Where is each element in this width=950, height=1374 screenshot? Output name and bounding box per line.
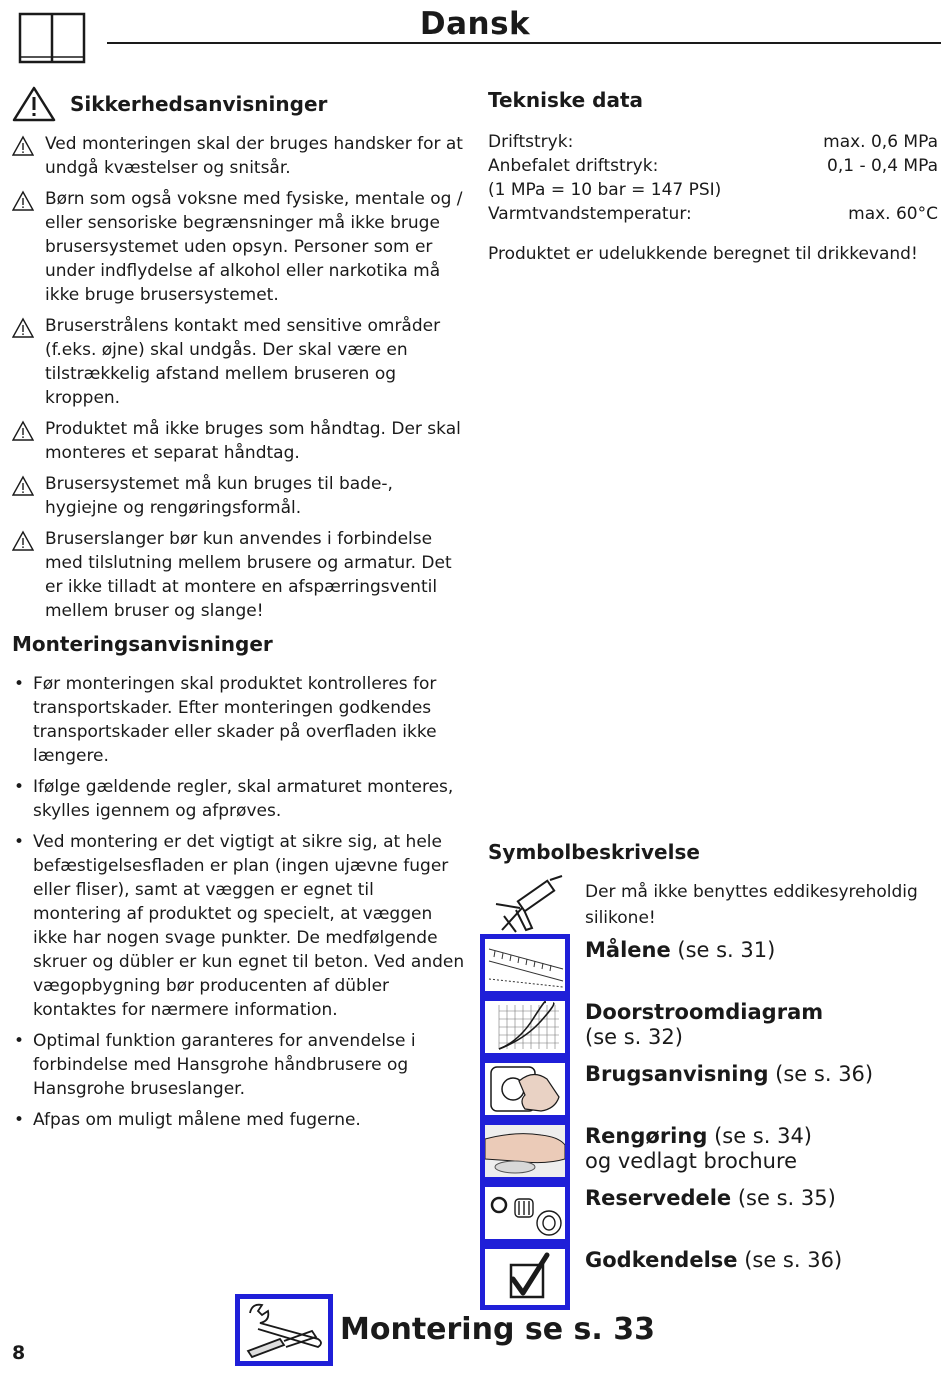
safety-item-text: Bruserstrålens kontakt med sensitive områder (f.eks. øjne) skal undgås. Der skal være en tilstrækkelig afstand mellem bruseren og kroppen. xyxy=(45,316,441,408)
tech-section xyxy=(488,86,938,266)
tech-label: Anbefalet driftstryk: xyxy=(488,156,659,176)
symbol-ref: (se s. 36) xyxy=(744,1248,843,1272)
mounting-item-text: Ved montering er det vigtigt at sikre sig, at hele befæstigelsesfladen er plan (ingen ujævne fuger eller fliser), samt at væggen er egnet til montering af produktet og specielt, at væggen ikke har nogen svage punkter. De medfølgende skruer og dübler er kun egnet til beton. Ved anden vægopbygning bør producenten af dübler kontaktes for nærmere information. xyxy=(33,832,465,1020)
list-item xyxy=(12,1029,467,1101)
symbol-text xyxy=(585,938,935,963)
list-item xyxy=(12,672,467,768)
symbol-name: Godkendelse xyxy=(585,1248,738,1272)
page-number: 8 xyxy=(12,1342,26,1364)
tech-row xyxy=(488,178,938,202)
list-item xyxy=(12,314,467,410)
dimensions-icon xyxy=(480,934,570,996)
cleaning-icon xyxy=(480,1120,570,1182)
symbol-name: Brugsanvisning xyxy=(585,1062,769,1086)
tools-icon xyxy=(235,1294,333,1366)
silicone-note: Der må ikke benyttes eddikesyreholdig silikone! xyxy=(585,882,918,928)
symbol-text xyxy=(585,1186,935,1211)
bullet-icon: • xyxy=(14,1031,25,1051)
bullet-icon: • xyxy=(14,674,25,694)
symbol-name: Doorstroomdiagram xyxy=(585,1000,824,1024)
header-rule xyxy=(107,42,941,44)
bullet-icon: • xyxy=(14,777,25,797)
symbol-row-cleaning xyxy=(480,1120,940,1182)
left-column xyxy=(12,86,467,1139)
symbol-ref: (se s. 31) xyxy=(677,938,776,962)
spare-parts-icon xyxy=(480,1182,570,1244)
tech-value: max. 60°C xyxy=(848,204,938,224)
bullet-icon: • xyxy=(14,832,25,852)
mounting-item-text: Afpas om muligt målene med fugerne. xyxy=(33,1110,361,1130)
tech-label: (1 MPa = 10 bar = 147 PSI) xyxy=(488,180,722,200)
list-item xyxy=(12,132,467,180)
silicone-gun-icon xyxy=(486,874,570,936)
safety-item-text: Brusersystemet må kun bruges til bade-, hygiejne og rengøringsformål. xyxy=(45,474,393,518)
warning-icon xyxy=(12,135,34,157)
mounting-title: Monteringsanvisninger xyxy=(12,632,273,656)
mounting-list xyxy=(12,672,467,1132)
flow-diagram-icon xyxy=(480,996,570,1058)
symbol-row-operation xyxy=(480,1058,940,1120)
symbol-ref: (se s. 34) xyxy=(714,1124,812,1148)
symbol-row-dimensions xyxy=(480,934,940,996)
list-item xyxy=(12,187,467,307)
warning-icon xyxy=(12,190,34,212)
bullet-icon: • xyxy=(14,1110,25,1130)
operation-icon xyxy=(480,1058,570,1120)
safety-list xyxy=(12,132,467,623)
symbol-text xyxy=(585,1000,935,1050)
symbol-row-approval xyxy=(480,1244,940,1310)
tech-label: Varmtvandstemperatur: xyxy=(488,204,692,224)
warning-icon xyxy=(12,475,34,497)
symbol-row-silicone xyxy=(480,874,940,936)
symbol-row-flow-diagram xyxy=(480,996,940,1058)
tech-note: Produktet er udelukkende beregnet til drikkevand! xyxy=(488,244,918,264)
symbol-name: Rengøring xyxy=(585,1124,708,1148)
symbol-text xyxy=(585,1248,935,1273)
tech-value: 0,1 - 0,4 MPa xyxy=(827,156,938,176)
symbol-name: Reservedele xyxy=(585,1186,732,1210)
tech-label: Driftstryk: xyxy=(488,132,574,152)
warning-icon xyxy=(12,420,34,442)
tech-value: max. 0,6 MPa xyxy=(823,132,938,152)
symbol-ref: (se s. 32) xyxy=(585,1025,683,1049)
symbol-name: Målene xyxy=(585,938,671,962)
list-item xyxy=(12,775,467,823)
symbol-text xyxy=(585,878,935,930)
safety-title: Sikkerhedsanvisninger xyxy=(70,92,328,116)
list-item xyxy=(12,527,467,623)
safety-item-text: Bruserslanger bør kun anvendes i forbindelse med tilslutning mellem brusere og armatur. Det er ikke tilladt at montere en afspærringsventil mellem bruser og slange! xyxy=(45,529,452,621)
symbol-extra: og vedlagt brochure xyxy=(585,1149,798,1173)
list-item xyxy=(12,417,467,465)
warning-icon xyxy=(12,317,34,339)
tech-title: Tekniske data xyxy=(488,88,644,112)
symbol-ref: (se s. 35) xyxy=(737,1186,836,1210)
symbol-text xyxy=(585,1124,935,1174)
checkmark-icon xyxy=(480,1244,570,1310)
symbols-title: Symbolbeskrivelse xyxy=(488,840,700,864)
safety-item-text: Ved monteringen skal der bruges handsker for at undgå kvæstelser og snitsår. xyxy=(45,134,463,178)
page-title: Dansk xyxy=(419,6,531,42)
mounting-item-text: Før monteringen skal produktet kontrolleres for transportskader. Efter monteringen godkendes transportskader eller skader på overfladen ikke længere. xyxy=(33,674,437,766)
warning-icon xyxy=(12,530,34,552)
symbol-row-spare-parts xyxy=(480,1182,940,1244)
mounting-item-text: Ifølge gældende regler, skal armaturet monteres, skylles igennem og afprøves. xyxy=(33,777,454,821)
safety-heading xyxy=(12,86,467,122)
list-item xyxy=(12,1108,467,1132)
symbol-text xyxy=(585,1062,935,1087)
safety-item-text: Børn som også voksne med fysiske, mentale og / eller sensoriske begrænsninger må ikke bruge brusersystemet uden opsyn. Personer som er under indflydelse af alkohol eller narkotika må ikke bruge brusersystemet. xyxy=(45,189,463,305)
symbol-ref: (se s. 36) xyxy=(775,1062,874,1086)
list-item xyxy=(12,472,467,520)
safety-item-text: Produktet må ikke bruges som håndtag. Der skal monteres et separat håndtag. xyxy=(45,419,461,463)
tech-row xyxy=(488,154,938,178)
warning-icon xyxy=(12,86,56,122)
montering-link: Montering se s. 33 xyxy=(340,1312,655,1347)
tech-row xyxy=(488,202,938,226)
mounting-item-text: Optimal funktion garanteres for anvendelse i forbindelse med Hansgrohe håndbrusere og Hansgrohe bruseslanger. xyxy=(33,1031,416,1099)
tech-row xyxy=(488,130,938,154)
list-item xyxy=(12,830,467,1022)
